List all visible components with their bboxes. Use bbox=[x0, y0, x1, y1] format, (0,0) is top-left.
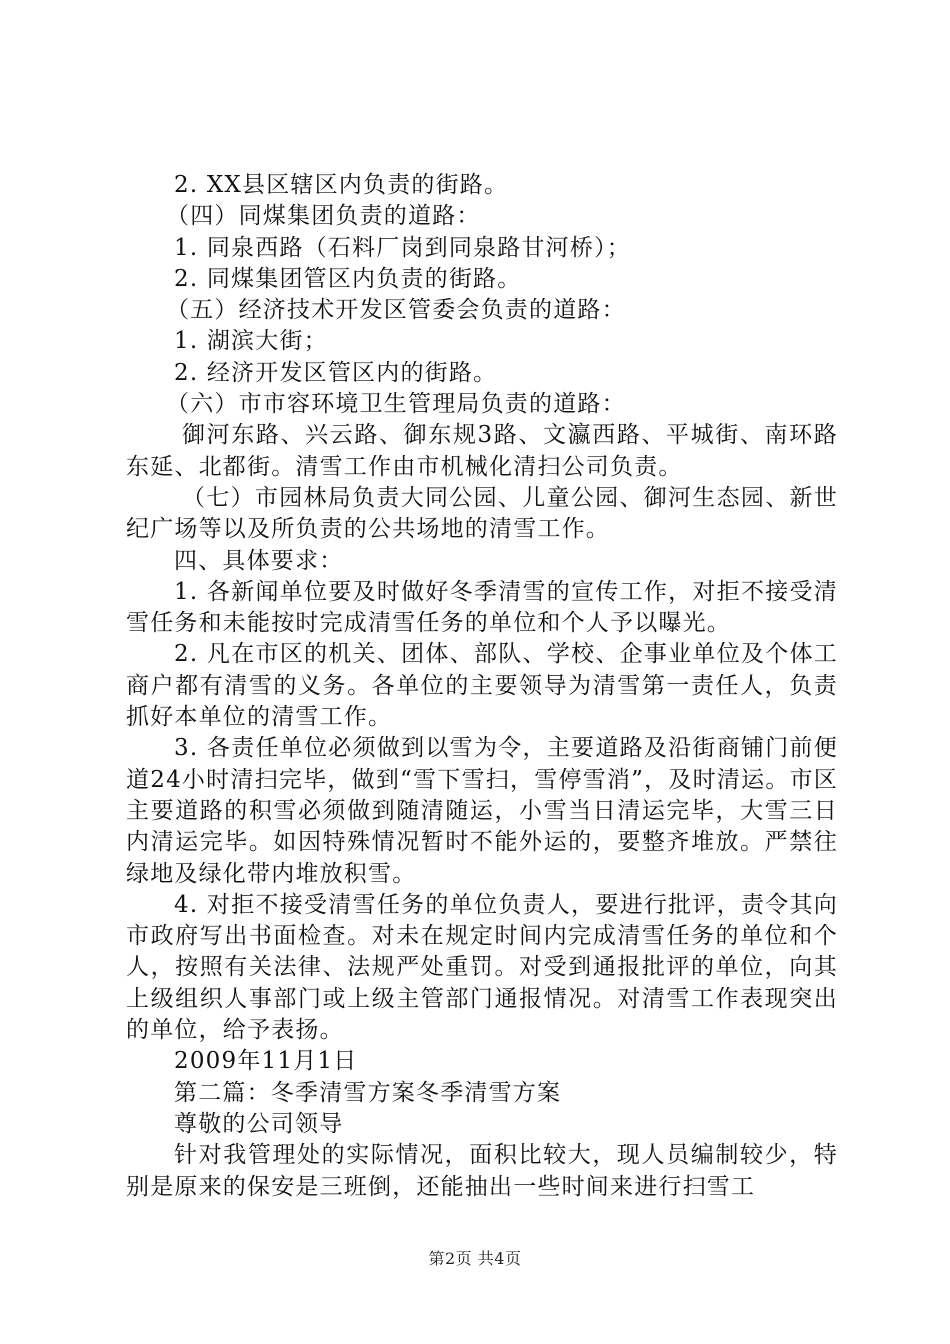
paragraph-6: 1. 湖滨大街； bbox=[174, 328, 328, 355]
salutation: 尊敬的公司领导 bbox=[174, 1110, 344, 1137]
paragraph-19: 针对我管理处的实际情况，面积比较大，现人员编制较少，特别是原来的保安是三班倒，还能抽出一些时间来进行扫雪工 bbox=[126, 1142, 838, 1200]
document-date: 2009年11月1日 bbox=[174, 1048, 358, 1075]
paragraph-13: 2. 凡在市区的机关、团体、部队、学校、企事业单位及个体工商户都有清雪的义务。各单位的主要领导为清雪第一责任人，负责抓好本单位的清雪工作。 bbox=[126, 641, 838, 731]
paragraph-8: （六）市市容环境卫生管理局负责的道路： bbox=[166, 391, 626, 418]
paragraph-5: （五）经济技术开发区管委会负责的道路： bbox=[166, 297, 626, 324]
paragraph-7: 2. 经济开发区管区内的街路。 bbox=[174, 359, 498, 386]
paragraph-9: 御河东路、兴云路、御东规3路、文瀛西路、平城街、南环路东延、北都街。清雪工作由市机械化清扫公司负责。 bbox=[126, 422, 838, 480]
paragraph-10: （七）市园林局负责大同公园、儿童公园、御河生态园、新世纪广场等以及所负责的公共场地的清雪工作。 bbox=[126, 484, 838, 543]
part-two-title: 第二篇：冬季清雪方案冬季清雪方案 bbox=[174, 1079, 562, 1106]
paragraph-12: 1. 各新闻单位要及时做好冬季清雪的宣传工作，对拒不接受清雪任务和未能按时完成清雪任务的单位和个人予以曝光。 bbox=[126, 578, 838, 637]
page-footer: 第2页 共4页 bbox=[428, 1249, 522, 1268]
paragraph-14: 3. 各责任单位必须做到以雪为令，主要道路及沿街商铺门前便道24小时清扫完毕，做到“雪下雪扫，雪停雪消”，及时清运。市区主要道路的积雪必须做到随清随运，小雪当日清运完毕，大雪三日内清运完毕。如因特殊情况暂时不能外运的，要整齐堆放。严禁往绿地及绿化带内堆放积雪。 bbox=[126, 735, 838, 887]
paragraph-3: 1. 同泉西路（石料厂岗到同泉路甘河桥）； bbox=[174, 234, 631, 261]
paragraph-15: 4. 对拒不接受清雪任务的单位负责人，要进行批评，责令其向市政府写出书面检查。对未在规定时间内完成清雪任务的单位和个人，按照有关法律、法规严处重罚。对受到通报批评的单位，向其上级组织人事部门或上级主管部门通报情况。对清雪工作表现突出的单位，给予表扬。 bbox=[126, 891, 838, 1044]
document-body bbox=[126, 170, 838, 1203]
section-heading-requirements: 四、具体要求： bbox=[174, 547, 344, 574]
paragraph-4: 2. 同煤集团管区内负责的街路。 bbox=[174, 265, 522, 292]
paragraph-2: （四）同煤集团负责的道路： bbox=[166, 203, 481, 230]
paragraph-1: 2. XX县区辖区内负责的街路。 bbox=[174, 172, 509, 198]
